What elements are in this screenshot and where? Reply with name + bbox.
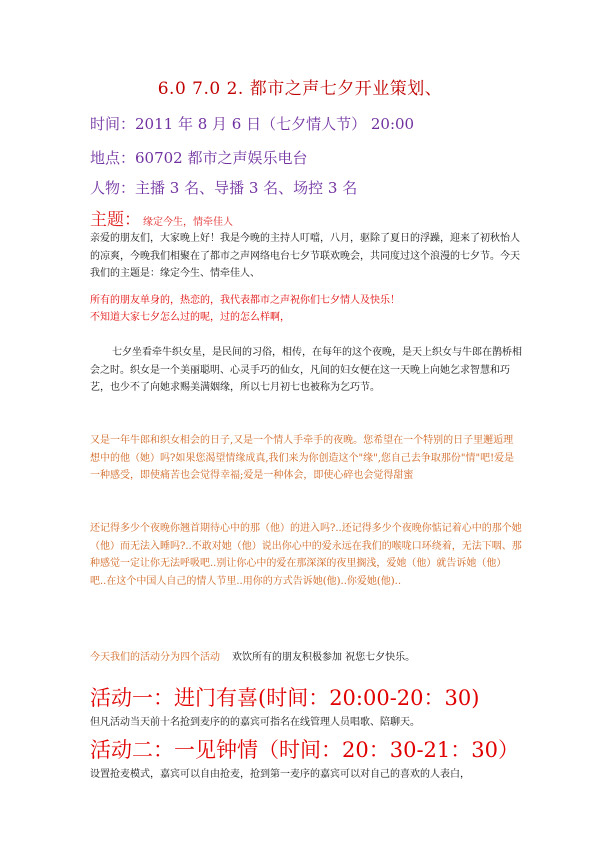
activities-slogan [90, 648, 415, 663]
document-title: 6.0 7.0 2. 都市之声七夕开业策划、 [157, 79, 443, 99]
wish-line-2: 不知道大家七夕怎么过的呢，过的怎么样啊， [90, 312, 290, 323]
event-time: 时间：2011 年 8 月 6 日（七夕情人节） 20:00 [90, 115, 415, 133]
invite-text: 欢饮所有的朋友积极参加 祝您七夕快乐。 [232, 652, 416, 663]
activity-2-desc: 设置抢麦模式，嘉宾可以自由抢麦，抢到第一麦序的嘉宾可以对自己的喜欢的人表白， [90, 769, 470, 780]
event-people: 人物：主播 3 名、导播 3 名、场控 3 名 [90, 179, 358, 197]
wish-line-1: 所有的朋友单身的，热恋的，我代表都市之声祝你们七夕情人及快乐！ [90, 295, 400, 306]
activity-2-title: 活动二：一见钟情（时间：20：30-21：30） [90, 738, 519, 762]
activity-1-title: 活动一：进门有喜(时间：20:00-20：30) [90, 686, 480, 710]
legend-paragraph: 七夕坐看牵牛织女星，是民间的习俗，相传，在每年的这个夜晚，是天上织女与牛郎在鹊桥相会之时。织女是一个美丽聪明、心灵手巧的仙女，凡间的妇女便在这一天晚上向她乞求智慧和巧艺，也少不了向她求赐美满姻缘，所以七月初七也被称为乞巧节。 [90, 347, 522, 393]
theme-line [90, 205, 233, 230]
theme-label: 主题： [90, 210, 141, 230]
theme-text: 缘定今生，情牵佳人 [143, 217, 233, 228]
memory-paragraph: 还记得多少个夜晚你翘首期待心中的那（他）的进入吗?..还记得多少个夜晚你惦记着心中的那个她（他）而无法入睡吗?..不敢对她（他）说出你心中的爱永远在我们的喉咙口环绕着，无法下咽、那种感觉一定让你无法呼吸吧..别让你心中的爱在那深深的夜里搁浅，爱她（他）就告诉她（他）吧..在这个中国人自己的情人节里..用你的方式告诉她(他)..你爱她(他).. [90, 523, 522, 587]
romance-paragraph: 又是一年牛郎和织女相会的日子,又是一个情人手牵手的夜晚。您希望在一个特别的日子里邂逅理想中的他（她）吗?如果您渴望情缘成真,我们来为你创造这个"缘",您自己去争取那份"情"吧!爱是一种感受，即使痛苦也会觉得幸福;爱是一种体会，即使心碎也会觉得甜蜜 [90, 435, 515, 481]
activity-1-desc: 但凡活动当天前十名抢到麦序的的嘉宾可指名在线管理人员唱歌、陪聊天。 [90, 717, 420, 728]
intro-paragraph: 亲爱的朋友们，大家晚上好！我是今晚的主持人叮噹，八月，驱除了夏日的浮躁，迎来了初秋怡人的凉爽，今晚我们相聚在了都市之声网络电台七夕节联欢晚会，共同度过这个浪漫的七夕节。今天我们的主题是：缘定今生、情牵佳人、 [90, 233, 520, 279]
event-place: 地点：60702 都市之声娱乐电台 [90, 149, 308, 167]
activities-count-text: 今天我们的活动分为四个活动 [90, 652, 220, 663]
